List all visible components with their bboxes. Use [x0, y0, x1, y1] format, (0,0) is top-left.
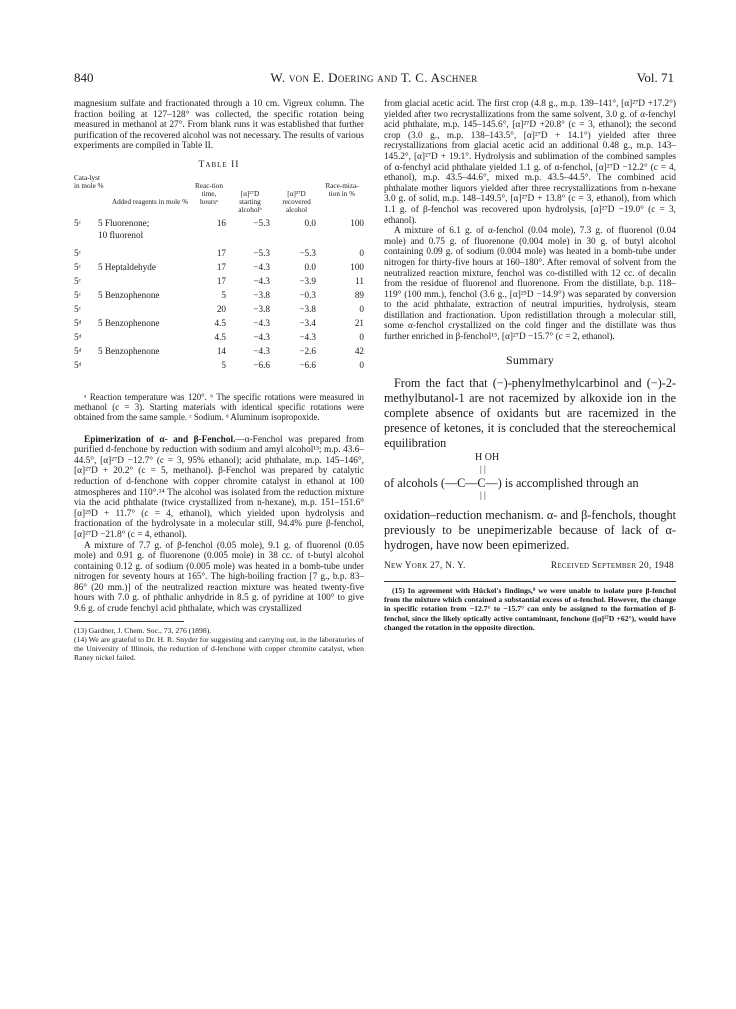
location: New York 27, N. Y. — [384, 561, 466, 572]
section-heading: Epimerization of α- and β-Fenchol. — [84, 434, 236, 445]
cell-added: 5 Benzophenone — [98, 289, 160, 300]
intro-paragraph: magnesium sulfate and fractionated through a 10 cm. Vigreux column. The fraction boiling at 127–128° was collected, the specific rotation being measured in methanol at 27°. From blank runs it was established that further purification of the recovered alcohol was not necessary. The results of various experiments are compiled in Table II. — [74, 99, 364, 152]
cell-racemization: 100 — [350, 261, 364, 272]
table-row — [74, 262, 364, 274]
table-row — [74, 248, 364, 260]
formula-substituents: H OH — [475, 451, 500, 463]
cell-start: −4.3 — [253, 331, 270, 342]
cell-racemization: 0 — [359, 359, 364, 370]
table-row — [74, 290, 364, 302]
cell-start: −5.3 — [253, 247, 270, 258]
cell-start: −4.3 — [253, 317, 270, 328]
continuation-paragraph: from glacial acetic acid. The first crop (4.8 g., m.p. 139–141°, [α]²⁷D +17.2°) yielded after two recrystallizations from the same solvent, 3.0 g. of α-fenchyl acid phthalate, m.p. 145–145.6°, [α]²⁷D +20.8° (c = 3, ethanol); the second crop (3.0 g., m.p. 138–143.5°, [α]²⁷D + 14.1°) yielded after three recrystallizations from glacial acetic acid an additional 0.48 g., m.p. 143–145.2°, [α]²⁷D + 19.1°. Hydrolysis and sublimation of the combined samples of α-fenchyl acid phthalate yielded 1.1 g. of α-fenchol, [α]²⁷D −12.2° (c = 4, ethanol), m.p. 43.5–44.6°, mixed m.p. 43.5–44.5°. The combined acid phthalate mother liquors yielded after three recrystallizations from n-hexane 3.0 g. of solid, m.p. 148–149.5°, [α]²⁷D + 13.8° (c = 3, ethanol), from which 1.1 g. of β-fenchol was recovered upon hydrolysis, [α]²⁷D −19.0° (c = 3, ethanol). — [384, 99, 676, 226]
cell-added: 10 fluorenol — [98, 229, 144, 240]
table-row — [74, 230, 364, 242]
epimerization-text: —α-Fenchol was prepared from purified d-fenchone by reduction with sodium and amyl alcohol¹³; m.p. 43.6–44.5°, [α]²⁷D −12.7° (c = 3, 95% ethanol); acid phthalate, m.p. 145–146°, [α]²⁷D + 20.2° (c = 5, methanol). β-Fenchol was prepared by catalytic reduction of d-fenchone with copper chromite catalyst in ethanol at 100 atmospheres and 110°.¹⁴ The alcohol was isolated from the reduction mixture via the acid phthalate (twice crystallized from n-hexane), m.p. 151–151.6° [α]²⁵D + 11.7° (c = 4, ethanol), which yielded upon hydrolysis and fractionation of the hydrolysate in a molecular still, 94.4% pure β-fenchol, [α]²⁷D −21.8° (c = 4, ethanol). — [74, 434, 365, 540]
second-experiment-paragraph: A mixture of 6.1 g. of α-fenchol (0.04 mole), 7.3 g. of fluorenol (0.04 mole) and 0.75 g. of fluorenone (0.004 mole) in 30 g. of butyl alcohol containing 0.09 g. of sodium (0.004 mole) was heated in a bomb-tube under nitrogen for thirty-five hours at 160–180°. After removal of solvent from the neutralized reaction mixture, fenchol was co-distilled with 12 cc. of decalin from the residue of fluorenol and fluorenone. From the distillate, b.p. 118–119° (100 mm.), fenchol (3.6 g., [α]²⁵D −14.9°) was separated by conversion to the acid phthalate, extraction of neutral impurities, hydrolysis, steam distillation and fractionation. Upon redistillation through a molecular still, some α-fenchol crystallized on the cold finger and the distillate was thus further enriched in β-fenchol¹⁵, [α]²⁷D −15.7° (c = 2, ethanol). — [384, 226, 676, 343]
formula-bonds-top: | | — [480, 463, 486, 474]
cell-time: 5 — [221, 289, 226, 300]
cell-recovered: 0.0 — [304, 261, 316, 272]
cell-catalyst: 5ᵈ — [74, 331, 82, 342]
col-header-recovered-rotation: [α]²⁷D recovered alcohol — [282, 189, 311, 214]
footnote-14: (14) We are grateful to Dr. H. R. Snyder for suggesting and carrying out, in the laboratories of the University of Illinois, the reduction of d-fenchone with copper chromite catalyst, when Raney nickel failed. — [74, 634, 364, 662]
cell-time: 17 — [216, 261, 226, 272]
footnote-15: (15) In agreement with Hückel's findings,⁹ we were unable to isolate pure β-fenchol from the mixture which contained a substantial excess of α-fenchol. However, the change in specific rotation from −12.7° to −15.7° can only be assigned to the formation of β-fenchol, since the likely optically active contaminant, fenchone ([α]²⁷D +62°), would have changed the rotation in the opposite direction. — [384, 586, 676, 632]
table-row — [74, 318, 364, 330]
cell-start: −4.3 — [253, 345, 270, 356]
results-table — [74, 174, 364, 388]
summary-text-2: oxidation–reduction mechanism. α- and β-fenchols, thought previously to be unepimerizable because of lack of α-hydrogen, have now been epimerized. — [384, 507, 676, 553]
col-header-reaction-time: Reac-tion time, hoursᵃ — [195, 181, 223, 206]
table-row — [74, 332, 364, 344]
cell-catalyst: 5ᶜ — [74, 261, 81, 272]
cell-start: −5.3 — [253, 217, 270, 228]
cell-racemization: 100 — [350, 217, 364, 228]
cell-recovered: −3.8 — [299, 303, 316, 314]
cell-recovered: 0.0 — [304, 217, 316, 228]
summary-text-1: From the fact that (−)-phenylmethylcarbinol and (−)-2-methylbutanol-1 are not racemized by alkoxide ion in the complete absence of oxidants but are racemized in the presence of ketones, it is concluded that the stereochemical equilibration — [384, 375, 676, 451]
cell-catalyst: 5ᵈ — [74, 345, 82, 356]
cell-catalyst: 5ᵈ — [74, 317, 82, 328]
cell-recovered: −0.3 — [299, 289, 316, 300]
cell-recovered: −2.6 — [299, 345, 316, 356]
footnote-divider — [384, 581, 676, 582]
table-row — [74, 360, 364, 372]
summary-section — [384, 376, 676, 554]
cell-recovered: −3.4 — [299, 317, 316, 328]
structural-formula — [384, 452, 676, 498]
table-row — [74, 304, 364, 316]
cell-start: −3.8 — [253, 289, 270, 300]
cell-racemization: 89 — [354, 289, 364, 300]
cell-racemization: 0 — [359, 247, 364, 258]
running-header — [74, 70, 674, 86]
cell-added: 5 Benzophenone — [98, 345, 160, 356]
cell-time: 14 — [216, 345, 226, 356]
cell-racemization: 21 — [354, 317, 364, 328]
signature-line — [384, 561, 676, 575]
col-header-added-reagents: Added reagents in mole % — [111, 197, 189, 206]
cell-catalyst: 5ᵈ — [74, 359, 82, 370]
cell-added: 5 Fluorenone; — [98, 217, 150, 228]
formula-bonds-bottom: | | — [480, 489, 486, 500]
cell-time: 17 — [216, 247, 226, 258]
cell-added: 5 Benzophenone — [98, 317, 160, 328]
cell-time: 17 — [216, 275, 226, 286]
footnote-13: (13) Gardner, J. Chem. Soc., 73, 276 (1898). — [74, 625, 212, 635]
cell-catalyst: 5ᶜ — [74, 303, 81, 314]
cell-time: 16 — [216, 217, 226, 228]
cell-racemization: 11 — [355, 275, 364, 286]
cell-start: −3.8 — [253, 303, 270, 314]
cell-racemization: 0 — [359, 303, 364, 314]
page-number: 840 — [74, 70, 94, 85]
cell-time: 4.5 — [214, 317, 226, 328]
cell-catalyst: 5ᶜ — [74, 289, 81, 300]
cell-racemization: 42 — [354, 345, 364, 356]
cell-start: −4.3 — [253, 275, 270, 286]
col-header-catalyst: Cata-lyst in mole % — [74, 173, 104, 190]
table-row — [74, 218, 364, 230]
col-header-racemization: Race-miza-tion in % — [325, 181, 359, 198]
formula-line: of alcohols (—C—C—) is accomplished through an — [384, 475, 639, 490]
cell-catalyst: 5ᶜ — [74, 275, 81, 286]
table-footnotes: ᵃ Reaction temperature was 120°. ᵇ The specific rotations were measured in methanol (c = 3). Starting materials with identical specific rotations were obtained from the same sample. ᶜ Sodium. ᵈ Aluminum isopropoxide. — [74, 391, 364, 423]
col-header-starting-rotation: [α]²⁷D starting alcoholᵇ — [238, 189, 262, 214]
running-title: W. von E. Doering and T. C. Aschner — [270, 70, 478, 85]
cell-start: −6.6 — [253, 359, 270, 370]
right-column — [384, 99, 676, 632]
cell-racemization: 0 — [359, 331, 364, 342]
cell-time: 5 — [221, 359, 226, 370]
cell-recovered: −5.3 — [299, 247, 316, 258]
volume-label: Vol. 71 — [636, 70, 674, 85]
cell-added: 5 Heptaldehyde — [98, 261, 156, 272]
cell-recovered: −4.3 — [299, 331, 316, 342]
cell-recovered: −6.6 — [299, 359, 316, 370]
cell-time: 4.5 — [214, 331, 226, 342]
cell-catalyst: 5ᶜ — [74, 247, 81, 258]
cell-time: 20 — [216, 303, 226, 314]
cell-recovered: −3.9 — [299, 275, 316, 286]
table-row — [74, 346, 364, 358]
table-title: Table II — [198, 159, 240, 170]
footnote-divider — [74, 621, 184, 622]
epimerization-paragraph — [74, 435, 364, 541]
experiment-paragraph: A mixture of 7.7 g. of β-fenchol (0.05 mole), 9.1 g. of fluorenol (0.05 mole) and 0.91 g. of fluorenone (0.005 mole) in 38 cc. of t-butyl alcohol containing 0.12 g. of sodium (0.005 mole) was heated in a bomb-tube under nitrogen for seventy hours at 165°. The high-boiling fraction [7 g., b.p. 83–86° (20 mm.)] of the neutralized reaction mixture was heated twenty-five hours with 7.0 g. of phthalic anhydride in 8.5 g. of pyridine at 100° to give 9.6 g. of crude fenchyl acid phthalate, which was crystallized — [74, 540, 364, 615]
cell-catalyst: 5ᶜ — [74, 217, 81, 228]
received-date: Received September 20, 1948 — [550, 561, 674, 572]
left-column — [74, 99, 364, 662]
summary-heading: Summary — [505, 352, 555, 367]
table-row — [74, 276, 364, 288]
cell-start: −4.3 — [253, 261, 270, 272]
